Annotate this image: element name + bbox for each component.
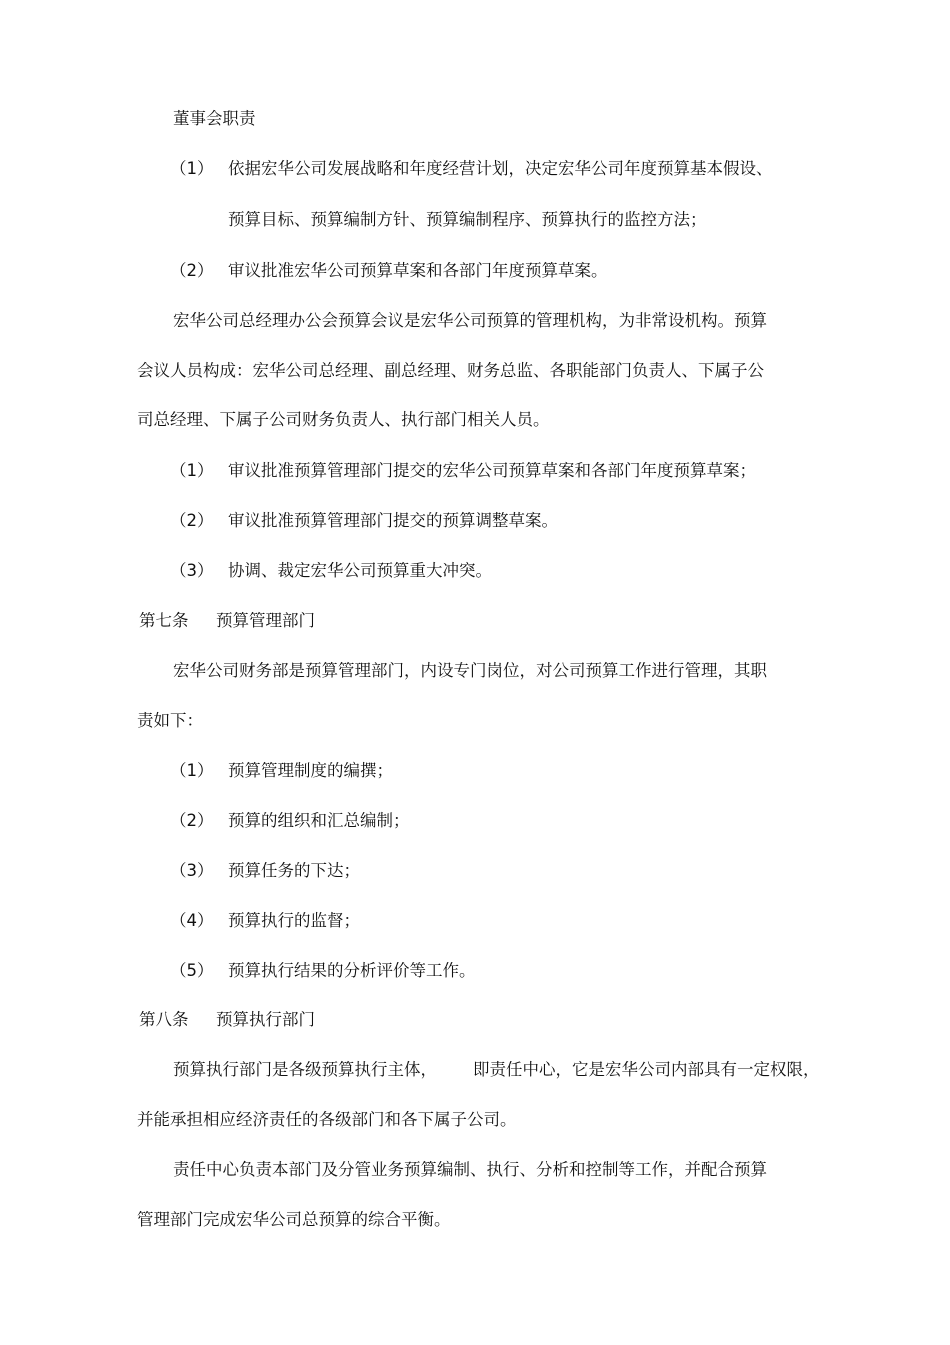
list-number: （2）: [170, 261, 214, 280]
list-number: （1）: [170, 461, 214, 480]
paragraph-line: 宏华公司总经理办公会预算会议是宏华公司预算的管理机构，为非常设机构。预算: [173, 311, 767, 330]
list-item-text: 审议批准预算管理部门提交的预算调整草案。: [228, 511, 558, 530]
list-item-text: 预算管理制度的编撰；: [228, 761, 393, 780]
paragraph-line: 预算执行部门是各级预算执行主体，: [173, 1060, 437, 1079]
list-item-text: 审议批准预算管理部门提交的宏华公司预算草案和各部门年度预算草案；: [228, 461, 756, 480]
article-title: 预算执行部门: [216, 1010, 315, 1029]
list-item-text: 预算的组织和汇总编制；: [228, 811, 410, 830]
list-number: （2）: [170, 511, 214, 530]
paragraph-line: 管理部门完成宏华公司总预算的综合平衡。: [137, 1210, 451, 1229]
article-title: 预算管理部门: [216, 611, 315, 630]
paragraph-line: 责如下：: [137, 711, 203, 730]
paragraph-line: 责任中心负责本部门及分管业务预算编制、执行、分析和控制等工作，并配合预算: [173, 1160, 767, 1179]
paragraph-line-continued: 即责任中心，它是宏华公司内部具有一定权限，: [473, 1060, 820, 1079]
list-number: （3）: [170, 861, 214, 880]
paragraph-line: 宏华公司财务部是预算管理部门，内设专门岗位，对公司预算工作进行管理，其职: [173, 661, 767, 680]
article-label: 第七条: [139, 611, 189, 630]
list-number: （3）: [170, 561, 214, 580]
list-item-text: 预算执行的监督；: [228, 911, 360, 930]
list-item-text: 预算执行结果的分析评价等工作。: [228, 961, 476, 980]
list-number: （5）: [170, 961, 214, 980]
list-item-text: 预算任务的下达；: [228, 861, 360, 880]
list-item-text: 审议批准宏华公司预算草案和各部门年度预算草案。: [228, 261, 608, 280]
list-number: （2）: [170, 811, 214, 830]
list-number: （4）: [170, 911, 214, 930]
paragraph-line: 并能承担相应经济责任的各级部门和各下属子公司。: [137, 1110, 517, 1129]
board-heading: 董事会职责: [173, 109, 256, 128]
list-item-text: 依据宏华公司发展战略和年度经营计划，决定宏华公司年度预算基本假设、: [228, 159, 773, 178]
paragraph-line: 会议人员构成：宏华公司总经理、副总经理、财务总监、各职能部门负责人、下属子公: [137, 361, 764, 380]
article-label: 第八条: [139, 1010, 189, 1029]
paragraph-line: 司总经理、下属子公司财务负责人、执行部门相关人员。: [137, 410, 550, 429]
list-number: （1）: [170, 159, 214, 178]
list-number: （1）: [170, 761, 214, 780]
list-item-text-continued: 预算目标、预算编制方针、预算编制程序、预算执行的监控方法；: [228, 210, 707, 229]
list-item-text: 协调、裁定宏华公司预算重大冲突。: [228, 561, 492, 580]
